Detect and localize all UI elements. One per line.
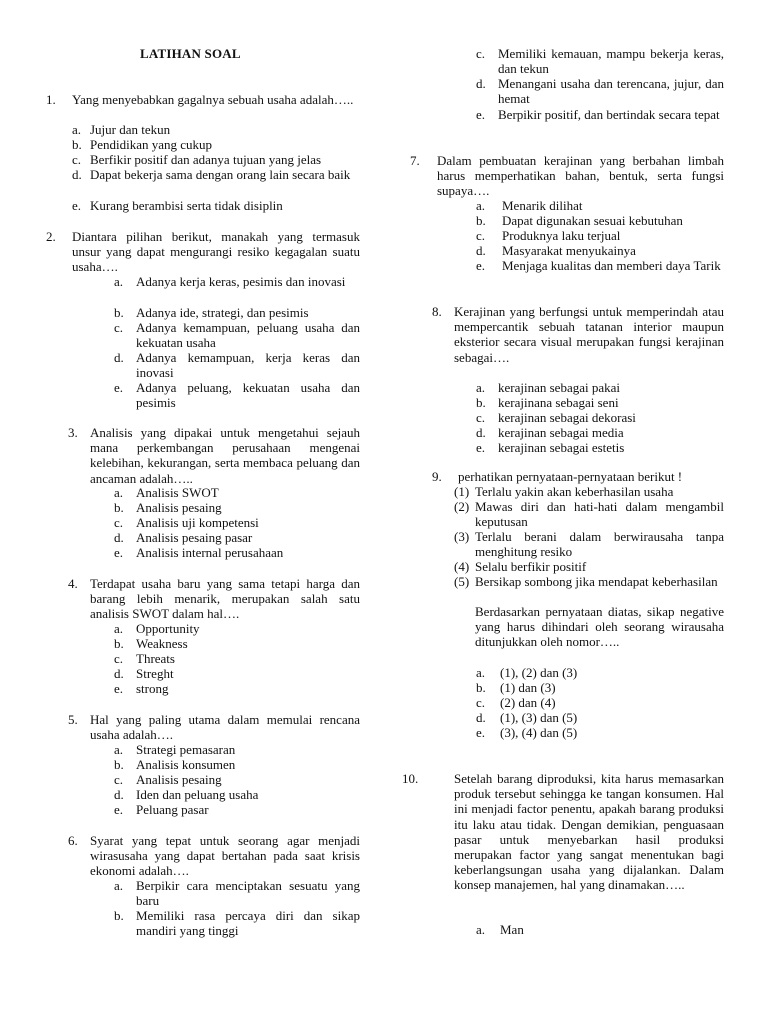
- option-text: Berpikir positif, dan bertindak secara tepat: [498, 107, 720, 122]
- left-column: [40, 92, 360, 939]
- option-b: [114, 500, 360, 515]
- question-6: [40, 833, 360, 943]
- option-letter: d.: [72, 167, 82, 182]
- option-text: Produknya laku terjual: [502, 228, 621, 243]
- option-text: Menjaga kualitas dan memberi daya Tarik: [502, 258, 721, 273]
- option-letter: c.: [72, 152, 82, 167]
- statement-text: Terlalu berani dalam berwirausaha tanpa menghitung resiko: [475, 529, 724, 560]
- option-letter: b.: [476, 680, 486, 695]
- statement-3: [454, 529, 724, 559]
- option-text: Analisis internal perusahaan: [136, 545, 284, 560]
- option-letter: d.: [476, 243, 486, 258]
- option-letter: b.: [114, 757, 124, 772]
- option-text: Analisis konsumen: [136, 757, 236, 772]
- option-text: Weakness: [136, 636, 188, 651]
- option-letter: d.: [114, 666, 124, 681]
- option-letter: b.: [114, 500, 124, 515]
- question-4: [40, 576, 360, 701]
- statement-text: Mawas diri dan hati-hati dalam mengambil keputusan: [475, 499, 724, 530]
- option-c: [476, 228, 724, 243]
- option-a: [476, 198, 724, 213]
- question-3: [40, 425, 360, 565]
- statement-text: Terlalu yakin akan keberhasilan usaha: [475, 484, 674, 499]
- option-text: kerajinana sebagai seni: [498, 395, 619, 410]
- option-a: [476, 380, 724, 395]
- question-number: 8.: [432, 304, 442, 319]
- option-letter: e.: [114, 545, 124, 560]
- option-text: Opportunity: [136, 621, 200, 636]
- option-letter: c.: [114, 515, 124, 530]
- option-a: [114, 621, 360, 636]
- option-text: Masyarakat menyukainya: [502, 243, 636, 258]
- option-letter: e.: [72, 198, 82, 213]
- statement-5: [454, 574, 724, 589]
- option-b: [114, 908, 360, 938]
- option-letter: e.: [476, 258, 486, 273]
- option-text: kerajinan sebagai media: [498, 425, 624, 440]
- question-7: [400, 153, 724, 293]
- option-letter: b.: [72, 137, 82, 152]
- option-text: Dapat bekerja sama dengan orang lain secara baik: [90, 167, 351, 182]
- question-stem: Kerajinan yang berfungsi untuk memperindah atau mempercantik sebuah tatanan interior maupun eksterior secara visual merupakan fungsi kerajinan sebagai….: [454, 304, 724, 365]
- option-c: [476, 410, 724, 425]
- question-5: [40, 712, 360, 817]
- question-stem: Setelah barang diproduksi, kita harus memasarkan produk tersebut sehingga ke tangan konsumen. Hal ini menjadi factor penentu, apakah barang produksi itu laku atau tidak. Dengan demikian, penguasaan pasar untuk menyebarkan hasil produksi merupakan factor yang sangat menentukan bagi keberlangsungan usaha yang dijalankan. Dalam konsep manajemen, hal yang dinamakan…..: [454, 771, 724, 893]
- option-text: Berfikir positif dan adanya tujuan yang jelas: [90, 152, 322, 167]
- statement-label: (5): [454, 574, 470, 589]
- option-b: [476, 213, 724, 228]
- option-letter: c.: [114, 320, 124, 335]
- option-letter: d.: [476, 710, 486, 725]
- question-stem: Dalam pembuatan kerajinan yang berbahan limbah harus memperhatikan bahan, bentuk, serta fungsi supaya….: [437, 153, 724, 199]
- option-letter: e.: [114, 380, 124, 395]
- option-e: [114, 681, 360, 696]
- question-6-continued: [400, 46, 724, 141]
- option-b: [114, 305, 360, 320]
- option-letter: a.: [114, 621, 124, 636]
- option-letter: a.: [476, 922, 486, 937]
- option-text: Man: [500, 922, 524, 937]
- option-c: [114, 320, 360, 350]
- question-8: [400, 304, 724, 459]
- option-text: Analisis SWOT: [136, 485, 219, 500]
- option-a: [114, 742, 360, 757]
- question-number: 10.: [402, 771, 419, 786]
- option-e: [114, 380, 360, 410]
- option-text: Dapat digunakan sesuai kebutuhan: [502, 213, 683, 228]
- option-text: Strategi pemasaran: [136, 742, 236, 757]
- question-stem: perhatikan pernyataan-pernyataan berikut !: [458, 469, 683, 484]
- option-text: Pendidikan yang cukup: [90, 137, 213, 152]
- option-a: [476, 922, 724, 937]
- option-letter: c.: [476, 695, 486, 710]
- option-a: [72, 122, 360, 137]
- option-text: Memiliki rasa percaya diri dan sikap mandiri yang tinggi: [136, 908, 360, 939]
- option-text: Jujur dan tekun: [90, 122, 171, 137]
- option-text: (2) dan (4): [500, 695, 556, 710]
- option-e: [72, 198, 360, 213]
- option-letter: a.: [114, 742, 124, 757]
- statement-label: (4): [454, 559, 470, 574]
- option-letter: c.: [114, 772, 124, 787]
- option-letter: e.: [114, 802, 124, 817]
- option-text: Adanya kemampuan, kerja keras dan inovasi: [136, 350, 360, 381]
- option-letter: d.: [114, 787, 124, 802]
- option-letter: b.: [476, 213, 486, 228]
- option-text: Menangani usaha dan terencana, jujur, dan hemat: [498, 76, 724, 107]
- statement-text: Selalu berfikir positif: [475, 559, 587, 574]
- option-text: Analisis pesaing: [136, 500, 222, 515]
- option-text: Peluang pasar: [136, 802, 209, 817]
- option-text: Kurang berambisi serta tidak disiplin: [90, 198, 283, 213]
- option-d: [114, 530, 360, 545]
- question-number: 4.: [68, 576, 78, 591]
- option-text: Adanya peluang, kekuatan usaha dan pesimis: [136, 380, 360, 411]
- option-a: [114, 485, 360, 500]
- option-text: strong: [136, 681, 169, 696]
- statement-4: [454, 559, 724, 574]
- question-number: 3.: [68, 425, 78, 440]
- question-stem: Analisis yang dipakai untuk mengetahui sejauh mana perkembangan perusahaan mengenai kelebihan, kekurangan, serta membaca peluang dan ancaman adalah…..: [90, 425, 360, 486]
- option-text: kerajinan sebagai estetis: [498, 440, 625, 455]
- option-text: Memiliki kemauan, mampu bekerja keras, dan tekun: [498, 46, 724, 77]
- question-number: 7.: [410, 153, 420, 168]
- option-text: Analisis pesaing: [136, 772, 222, 787]
- option-text: kerajinan sebagai dekorasi: [498, 410, 636, 425]
- option-text: (1), (3) dan (5): [500, 710, 578, 725]
- question-stem: Hal yang paling utama dalam memulai rencana usaha adalah….: [90, 712, 360, 743]
- option-d: [72, 167, 360, 182]
- option-d: [114, 350, 360, 380]
- option-e: [476, 107, 724, 122]
- question-number: 5.: [68, 712, 78, 727]
- option-c: [476, 46, 724, 76]
- option-c: [72, 152, 360, 167]
- option-letter: c.: [476, 410, 486, 425]
- option-c: [114, 515, 360, 530]
- option-text: Streght: [136, 666, 174, 681]
- statement-label: (1): [454, 484, 470, 499]
- option-letter: c.: [476, 228, 486, 243]
- option-c: [114, 772, 360, 787]
- statement-label: (2): [454, 499, 470, 514]
- option-b: [476, 395, 724, 410]
- option-text: Berpikir cara menciptakan sesuatu yang baru: [136, 878, 360, 909]
- option-e: [114, 802, 360, 817]
- option-letter: b.: [114, 908, 124, 923]
- statement-text: Bersikap sombong jika mendapat keberhasilan: [475, 574, 718, 589]
- question-1: [40, 92, 360, 215]
- option-text: kerajinan sebagai pakai: [498, 380, 620, 395]
- option-e: [476, 258, 724, 273]
- option-text: Menarik dilihat: [502, 198, 583, 213]
- question-number: 9.: [432, 469, 442, 484]
- option-letter: d.: [476, 425, 486, 440]
- option-letter: d.: [114, 530, 124, 545]
- option-text: (1), (2) dan (3): [500, 665, 578, 680]
- option-text: (1) dan (3): [500, 680, 556, 695]
- option-letter: a.: [114, 878, 124, 893]
- option-letter: d.: [476, 76, 486, 91]
- statement-1: [454, 484, 724, 499]
- option-letter: b.: [114, 305, 124, 320]
- option-a: [476, 665, 724, 680]
- option-a: [114, 274, 360, 289]
- option-d: [476, 710, 724, 725]
- question-number: 2.: [46, 229, 56, 244]
- option-text: Iden dan peluang usaha: [136, 787, 259, 802]
- option-letter: c.: [114, 651, 124, 666]
- option-letter: a.: [476, 380, 486, 395]
- option-d: [114, 787, 360, 802]
- option-letter: d.: [114, 350, 124, 365]
- option-letter: b.: [476, 395, 486, 410]
- option-c: [114, 651, 360, 666]
- option-d: [114, 666, 360, 681]
- option-c: [476, 695, 724, 710]
- option-b: [114, 636, 360, 651]
- question-number: 6.: [68, 833, 78, 848]
- question-9: [400, 469, 724, 749]
- option-e: [114, 545, 360, 560]
- option-letter: b.: [114, 636, 124, 651]
- option-text: Adanya kerja keras, pesimis dan inovasi: [136, 274, 346, 289]
- option-text: Adanya ide, strategi, dan pesimis: [136, 305, 309, 320]
- option-d: [476, 243, 724, 258]
- option-letter: a.: [476, 665, 486, 680]
- statement-2: [454, 499, 724, 529]
- question-stem: Yang menyebabkan gagalnya sebuah usaha adalah…..: [72, 92, 354, 107]
- option-text: Threats: [136, 651, 175, 666]
- question-10: [400, 771, 724, 946]
- option-letter: c.: [476, 46, 486, 61]
- option-text: Adanya kemampuan, peluang usaha dan kekuatan usaha: [136, 320, 360, 351]
- option-text: Analisis pesaing pasar: [136, 530, 253, 545]
- question-stem: Syarat yang tepat untuk seorang agar menjadi wirasusaha yang dapat bertahan pada saat krisis ekonomi adalah….: [90, 833, 360, 879]
- option-b: [72, 137, 360, 152]
- option-letter: e.: [476, 107, 486, 122]
- option-b: [114, 757, 360, 772]
- option-letter: e.: [476, 725, 486, 740]
- option-letter: a.: [72, 122, 82, 137]
- option-letter: a.: [114, 485, 124, 500]
- page-title: LATIHAN SOAL: [140, 46, 241, 61]
- option-a: [114, 878, 360, 908]
- option-b: [476, 680, 724, 695]
- option-letter: e.: [476, 440, 486, 455]
- question-stem: Diantara pilihan berikut, manakah yang termasuk unsur yang dapat mengurangi resiko kegagalan suatu usaha….: [72, 229, 360, 275]
- question-number: 1.: [46, 92, 56, 107]
- option-d: [476, 76, 724, 106]
- question-prompt: Berdasarkan pernyataan diatas, sikap negative yang harus dihindari oleh seorang wirausaha ditunjukkan oleh nomor…..: [475, 604, 724, 650]
- option-letter: e.: [114, 681, 124, 696]
- question-2: [40, 229, 360, 409]
- option-letter: a.: [476, 198, 486, 213]
- statement-label: (3): [454, 529, 470, 544]
- option-letter: a.: [114, 274, 124, 289]
- question-stem: Terdapat usaha baru yang sama tetapi harga dan barang lebih menarik, merupakan salah satu analisis SWOT dalam hal….: [90, 576, 360, 622]
- option-text: (3), (4) dan (5): [500, 725, 578, 740]
- option-d: [476, 425, 724, 440]
- option-text: Analisis uji kompetensi: [136, 515, 259, 530]
- option-e: [476, 725, 724, 740]
- option-e: [476, 440, 724, 455]
